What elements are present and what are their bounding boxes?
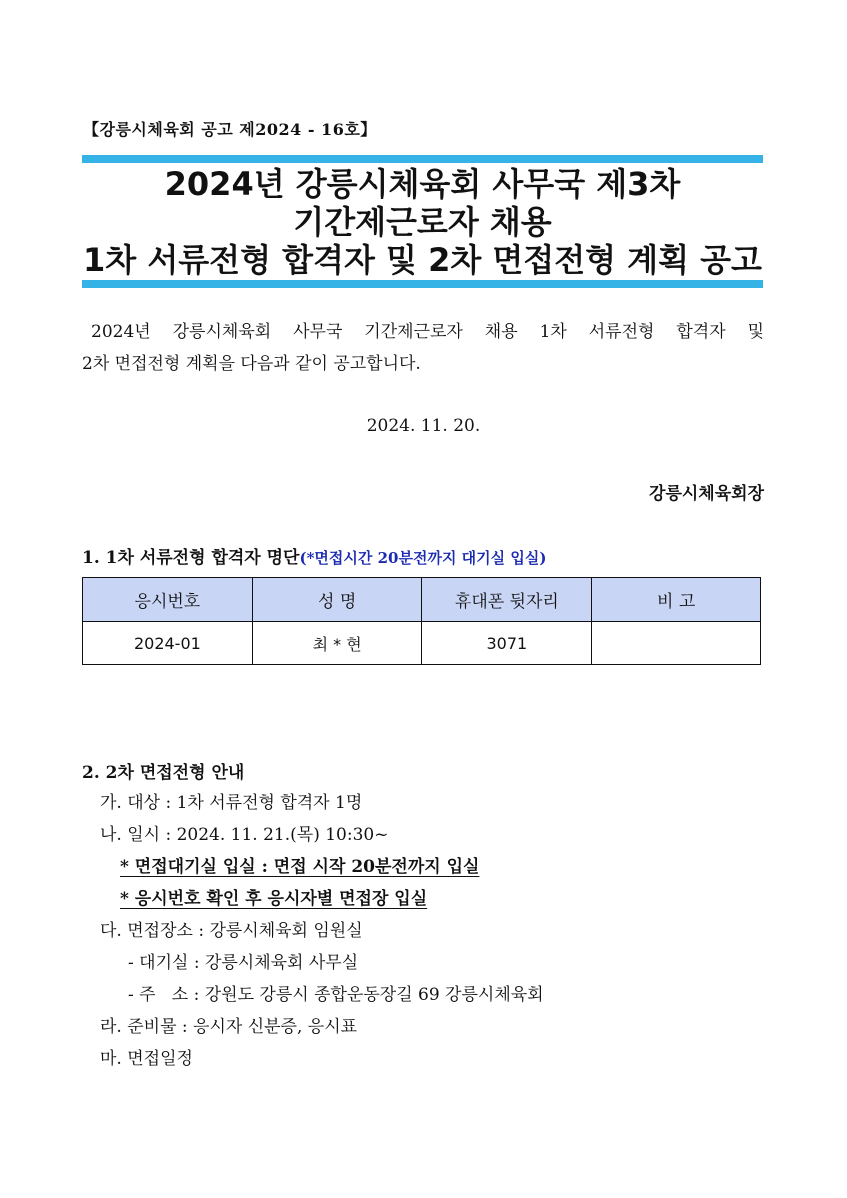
document-title	[82, 165, 763, 279]
list-item-venue: 다. 면접장소 : 강릉시체육회 임원실	[100, 921, 363, 941]
cell-applicant-no: 2024-01	[83, 622, 253, 665]
intro-line-2: 2차 면접전형 계획을 다음과 같이 공고합니다.	[82, 354, 421, 374]
table-row	[83, 622, 761, 665]
list-item-schedule: 나. 일시 : 2024. 11. 21.(목) 10:30~	[100, 825, 389, 845]
section1-title: 1. 1차 서류전형 합격자 명단	[82, 548, 300, 568]
col-header-name: 성 명	[252, 578, 422, 622]
col-header-applicant-no: 응시번호	[83, 578, 253, 622]
title-line-1: 2024년 강릉시체육회 사무국 제3차	[164, 165, 681, 203]
col-header-phone-digits: 휴대폰 뒷자리	[422, 578, 592, 622]
section1-note: (*면접시간 20분전까지 대기실 입실)	[299, 549, 547, 567]
list-item-address: - 주 소 : 강원도 강릉시 종합운동장길 69 강릉시체육회	[128, 985, 544, 1005]
notice-date: 2024. 11. 20.	[366, 416, 481, 436]
section2-heading: 2. 2차 면접전형 안내	[82, 763, 245, 783]
col-header-remarks: 비 고	[592, 578, 761, 622]
section1-heading	[82, 543, 546, 568]
table-header-row	[83, 578, 761, 622]
title-top-bar	[82, 155, 763, 163]
list-item-interview-schedule: 마. 면접일정	[100, 1049, 193, 1069]
cell-name: 최 * 현	[252, 622, 422, 665]
list-item-entry-note: * 응시번호 확인 후 응시자별 면접장 입실	[120, 889, 428, 909]
list-item-target: 가. 대상 : 1차 서류전형 합격자 1명	[100, 793, 363, 813]
intro-line-1: 2024년 강릉시체육회 사무국 기간제근로자 채용 1차 서류전형 합격자 및	[91, 322, 764, 342]
list-item-waiting-room: - 대기실 : 강릉시체육회 사무실	[128, 953, 359, 973]
title-bottom-bar	[82, 280, 763, 288]
cell-remarks	[592, 622, 761, 665]
title-line-2: 기간제근로자 채용	[293, 203, 552, 241]
intro-paragraph	[82, 316, 764, 380]
notice-number: 【강릉시체육회 공고 제2024 - 16호】	[83, 120, 377, 139]
list-item-waiting-note: * 면접대기실 입실 : 면접 시작 20분전까지 입실	[120, 857, 480, 877]
applicant-table	[82, 577, 761, 665]
cell-phone-digits: 3071	[422, 622, 592, 665]
section2-list	[82, 787, 544, 1075]
issuer-name: 강릉시체육회장	[649, 484, 764, 504]
title-line-3: 1차 서류전형 합격자 및 2차 면접전형 계획 공고	[83, 241, 762, 279]
list-item-materials: 라. 준비물 : 응시자 신분증, 응시표	[100, 1017, 358, 1037]
